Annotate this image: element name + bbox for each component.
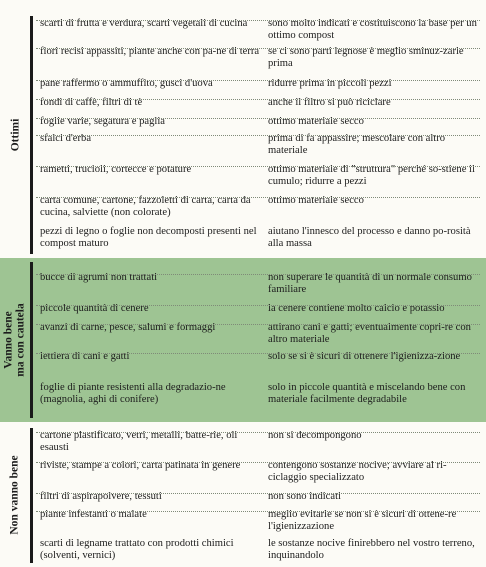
note-cell: sono molto indicati e costituiscono la base per un ottimo compost — [268, 18, 477, 41]
section-label-con-cautela: Vanno bene ma con cautela — [3, 303, 27, 377]
section-divider — [30, 428, 33, 563]
material-cell: sfalci d'erba — [40, 133, 92, 144]
material-cell: riviste, stampe a colori, carta patinata in genere — [40, 460, 241, 471]
note-cell: aiutano l'innesco del processo e danno po-rosità alla massa — [268, 226, 471, 249]
note-cell: anche il filtro si può riciclare — [268, 97, 391, 108]
note-cell: la cenere contiene molto calcio e potassio — [268, 303, 445, 314]
material-cell: foglie di piante resistenti alla degradazio-ne (magnolia, aghi di conifere) — [40, 382, 226, 405]
note-cell: ridurre prima in piccoli pezzi — [268, 78, 392, 89]
note-cell: attirano cani e gatti; eventualmente copri-re con altro materiale — [268, 322, 471, 345]
material-cell: filtri di aspirapolvere, tessuti — [40, 491, 162, 502]
note-cell: meglio evitarle se non si è sicuri di ottene-re l'igienizzazione — [268, 509, 457, 532]
note-cell: solo in piccole quantità e miscelando bene con materiale facilmente degradabile — [268, 382, 466, 405]
material-cell: cartone plastificato, vetri, metalli, batte-rie, oli esausti — [40, 430, 238, 453]
material-cell: scarti di frutta e verdura, scarti vegetali di cucina — [40, 18, 248, 29]
note-cell: prima di fa appassire; mescolare con altro materiale — [268, 133, 446, 156]
material-cell: piante infestanti o malate — [40, 509, 147, 520]
material-cell: piccole quantità di cenere — [40, 303, 149, 314]
section-label-non-vanno-bene: Non vanno bene — [9, 454, 21, 535]
material-cell: avanzi di carne, pesce, salumi e formaggi — [40, 322, 216, 333]
material-cell: fiori recisi appassiti, piante anche con pa-ne di terra — [40, 46, 260, 57]
section-con-cautela — [0, 258, 486, 422]
section-divider — [30, 262, 33, 418]
material-cell: bucce di agrumi non trattati — [40, 272, 158, 283]
material-cell: fondi di caffè, filtri di tè — [40, 97, 143, 108]
material-cell: carta comune, cartone, fazzoletti di carta, carta da cucina, salviette (non colorate) — [40, 195, 251, 218]
section-label-ottimi: Ottimi — [9, 118, 22, 152]
material-cell: foglie varie, segatura e paglia — [40, 116, 166, 127]
section-ottimi — [0, 14, 486, 256]
note-cell: ottimo materiale secco — [268, 116, 364, 127]
note-cell: se ci sono parti legnose è meglio sminuz-zarle prima — [268, 46, 464, 69]
note-cell: solo se si è sicuri di ottenere l'igienizza-zione — [268, 351, 461, 362]
note-cell: ottimo materiale secco — [268, 195, 364, 206]
note-cell: non si decompongono — [268, 430, 362, 441]
note-cell: non superare le quantità di un normale consumo familiare — [268, 272, 472, 295]
material-cell: rametti, trucioli, cortecce e potature — [40, 164, 192, 175]
note-cell: le sostanze nocive finirebbero nel vostro terreno, inquinandolo — [268, 538, 475, 561]
material-cell: pane raffermo o ammuffito, gusci d'uova — [40, 78, 213, 89]
material-cell: scarti di legname trattato con prodotti chimici (solventi, vernici) — [40, 538, 234, 561]
material-cell: lettiera di cani e gatti — [40, 351, 130, 362]
note-cell: contengono sostanze nocive; avviare al ri-ciclaggio specializzato — [268, 460, 447, 483]
note-cell: non sono indicati — [268, 491, 341, 502]
note-cell: ottimo materiale di "struttura" perché so-stiene il cumulo; ridurre a pezzi — [268, 164, 475, 187]
section-divider — [30, 16, 33, 254]
cropped-header-row — [40, 0, 480, 4]
material-cell: pezzi di legno o foglie non decomposti presenti nel compost maturo — [40, 226, 257, 249]
section-non-vanno-bene — [0, 422, 486, 567]
